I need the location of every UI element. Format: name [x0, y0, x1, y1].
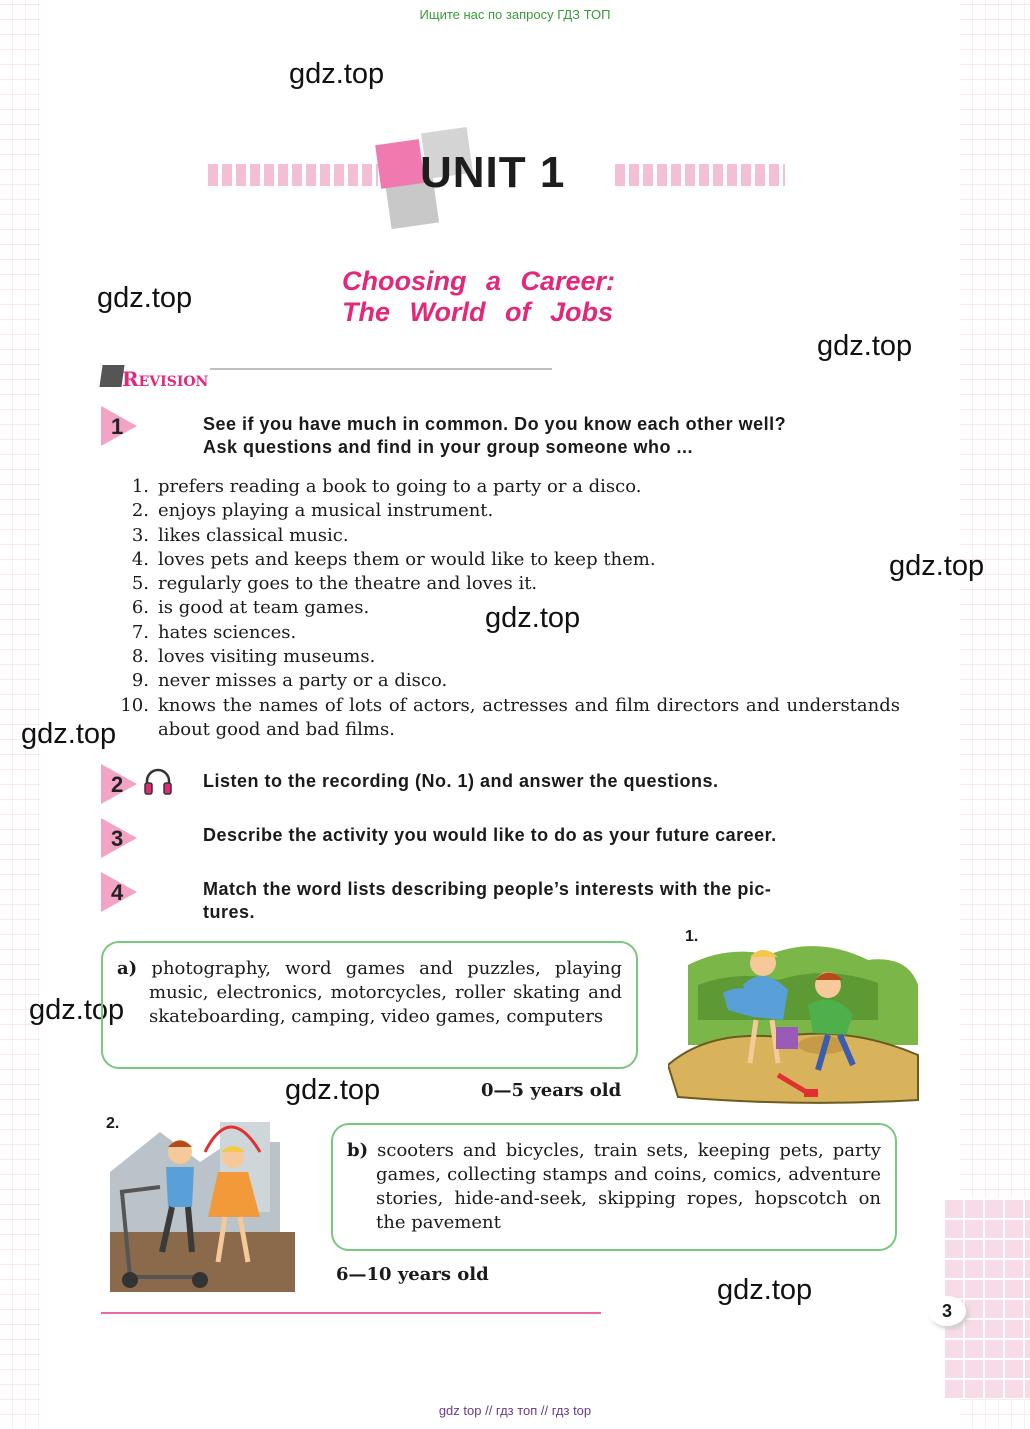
list-item-text: loves pets and keeps them or would like to keep them.	[158, 548, 656, 570]
page-number: 3	[928, 1296, 966, 1326]
list-item-number: 10.	[120, 694, 149, 716]
exercise-badge-4: 4	[101, 872, 137, 912]
exercise-badge-1: 1	[101, 406, 137, 446]
bottom-links[interactable]: gdz top // гдз топ // гдз top	[438, 1403, 592, 1418]
list-item-text: never misses a party or a disco.	[158, 670, 448, 692]
exercise4-instruction: Match the word lists describing people’s interests with the pic- tures.	[203, 879, 772, 922]
list-item-text: is good at team games.	[158, 597, 370, 619]
picture-2-label: 2.	[106, 1115, 120, 1132]
watermark: gdz.top	[485, 602, 581, 634]
list-item	[115, 669, 900, 693]
word-list-b-text: scooters and bicycles, train sets, keeping pets, party games, collecting stamps and coins, comics, adventure stories, hide-and-seek, skipping ropes, hopscotch on the pavement	[376, 1140, 881, 1233]
age-label-1: 0—5 years old	[481, 1080, 622, 1101]
list-item	[115, 475, 900, 499]
list-item-text: knows the names of lots of actors, actresses and film directors and understands about good and bad films.	[158, 694, 900, 740]
list-item-text: hates sciences.	[158, 621, 297, 643]
list-item-text: prefers reading a book to going to a party or a disco.	[158, 476, 642, 497]
unit-title: UNIT 1	[420, 148, 566, 197]
chapter-title-line2: The World of Jobs	[342, 297, 613, 327]
list-item-number: 5.	[131, 573, 149, 595]
list-item-number: 4.	[131, 548, 149, 570]
list-item-number: 7.	[131, 621, 149, 643]
list-item-number: 9.	[131, 670, 149, 692]
list-item-text: loves visiting museums.	[158, 646, 376, 668]
children-scooter-skipping-illustration	[100, 1112, 300, 1297]
list-item	[115, 499, 900, 523]
word-list-b	[331, 1123, 897, 1251]
watermark: gdz.top	[889, 550, 985, 582]
header-stripe-right	[615, 164, 785, 186]
section-label: Revision	[122, 367, 209, 391]
list-item-text: likes classical music.	[158, 524, 349, 546]
word-list-a-label: a)	[117, 958, 138, 979]
age-label-2: 6—10 years old	[336, 1264, 489, 1285]
list-item-number: 6.	[131, 597, 149, 619]
exercise-badge-3: 3	[101, 818, 137, 858]
picture-1-label: 1.	[685, 928, 699, 945]
decorative-pattern-left	[0, 0, 40, 1429]
footer-line	[101, 1312, 601, 1314]
word-list-a	[101, 941, 638, 1069]
top-search-link[interactable]: Ищите нас по запросу ГДЗ ТОП	[419, 7, 611, 22]
exercise1-list	[115, 475, 900, 742]
headphones-icon	[143, 767, 173, 797]
list-item-text: regularly goes to the theatre and loves it.	[158, 573, 538, 595]
watermark: gdz.top	[29, 994, 125, 1026]
watermark: gdz.top	[285, 1074, 381, 1106]
chapter-title	[342, 266, 615, 328]
watermark: gdz.top	[817, 330, 913, 362]
list-item	[115, 645, 900, 669]
list-item	[115, 596, 900, 620]
exercise2-instruction: Listen to the recording (No. 1) and answer the questions.	[203, 771, 719, 791]
list-item-number: 8.	[131, 646, 149, 668]
list-item-number: 3.	[131, 524, 149, 546]
list-item-number: 2.	[131, 500, 149, 522]
exercise1-instruction: See if you have much in common. Do you know each other well? Ask questions and find in your group someone who ...	[203, 414, 787, 457]
list-item	[115, 524, 900, 548]
watermark: gdz.top	[289, 58, 385, 90]
watermark: gdz.top	[717, 1274, 813, 1306]
watermark: gdz.top	[97, 282, 193, 314]
list-item	[115, 694, 900, 743]
revision-marker	[99, 365, 124, 387]
word-list-a-text: photography, word games and puzzles, playing music, electronics, motorcycles, roller skating and skateboarding, camping, video games, computers	[149, 958, 622, 1027]
children-sandbox-illustration	[668, 925, 923, 1105]
list-item-number: 1.	[131, 476, 149, 497]
list-item	[115, 548, 900, 572]
header-stripe-left	[208, 164, 378, 186]
exercise3-instruction: Describe the activity you would like to do as your future career.	[203, 825, 777, 845]
exercise-badge-2: 2	[101, 764, 137, 804]
chapter-title-line1: Choosing a Career:	[342, 266, 616, 296]
watermark: gdz.top	[21, 718, 117, 750]
list-item	[115, 621, 900, 645]
section-divider	[210, 368, 552, 370]
word-list-b-label: b)	[347, 1140, 369, 1161]
list-item	[115, 572, 900, 596]
list-item-text: enjoys playing a musical instrument.	[158, 500, 494, 522]
